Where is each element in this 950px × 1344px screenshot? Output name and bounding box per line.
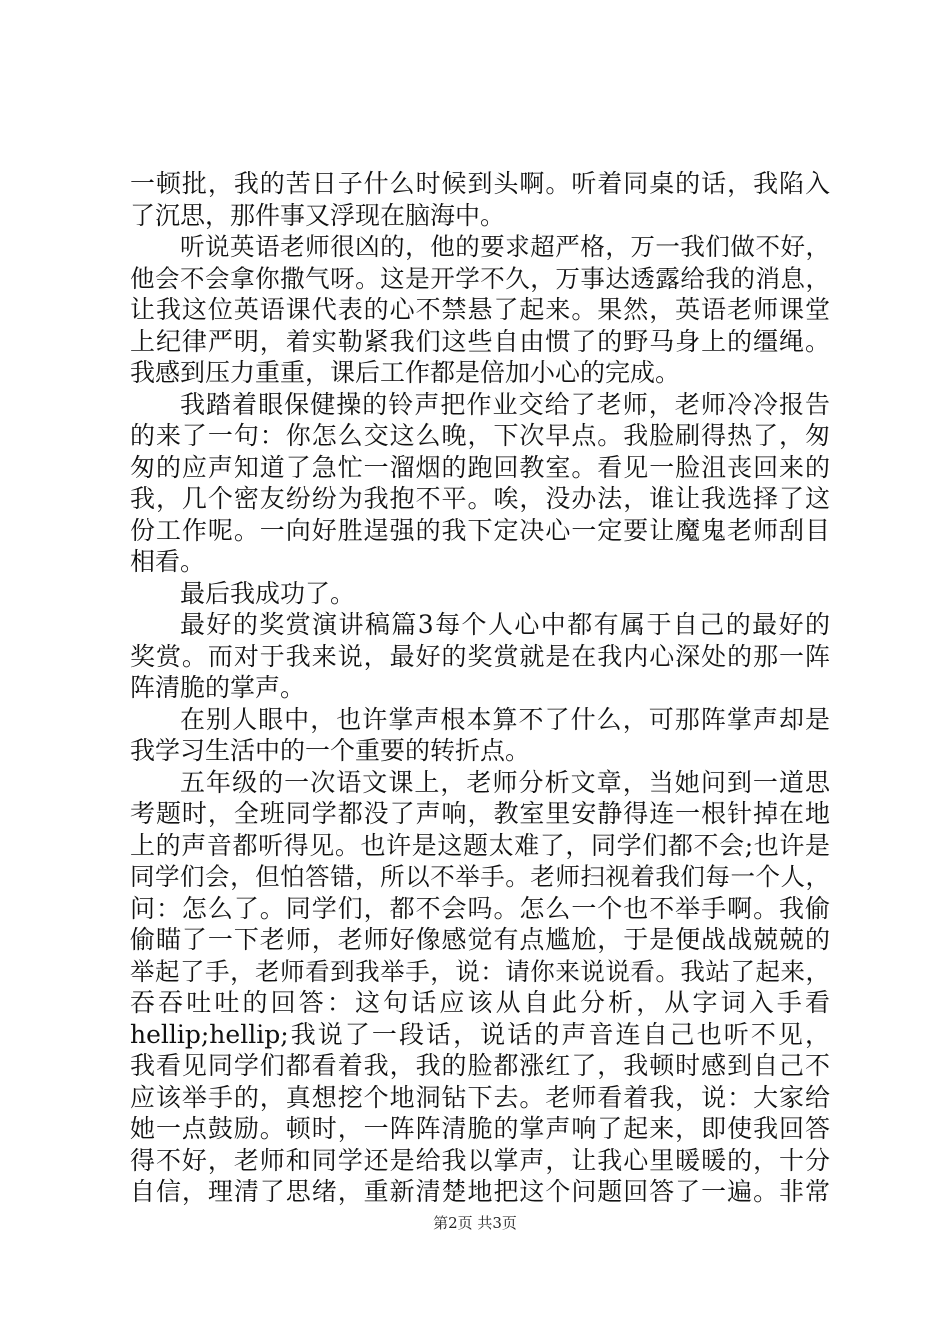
- text-line: 匆的应声知道了急忙一溜烟的跑回教室。看见一脸沮丧回来的: [130, 452, 830, 482]
- text-line: 考题时，全班同学都没了声响，教室里安静得连一根针掉在地: [130, 799, 830, 828]
- text-line: 阵清脆的掌声。: [130, 673, 306, 702]
- text-line: 一顿批，我的苦日子什么时候到头啊。听着同桌的话，我陷入: [130, 169, 830, 198]
- text-line: 我，几个密友纷纷为我抱不平。唉，没办法，谁让我选择了这: [130, 484, 830, 513]
- text-line: 上纪律严明，着实勒紧我们这些自由惯了的野马身上的缰绳。: [130, 326, 830, 356]
- text-line: 得不好，老师和同学还是给我以掌声，让我心里暖暖的，十分: [130, 1145, 830, 1175]
- text-line: 听说英语老师很凶的，他的要求超严格，万一我们做不好，: [180, 232, 830, 261]
- text-line: 上的声音都听得见。也许是这题太难了，同学们都不会;也许是: [130, 830, 830, 860]
- text-line: 的来了一句：你怎么交这么晚，下次早点。我脸刷得热了，匆: [130, 421, 830, 450]
- document-body: [130, 168, 830, 1208]
- text-line: 问：怎么了。同学们，都不会吗。怎么一个也不举手啊。我偷: [130, 893, 830, 923]
- text-line: 我看见同学们都看着我，我的脸都涨红了，我顿时感到自己不: [130, 1051, 830, 1080]
- text-line: 我感到压力重重，课后工作都是倍加小心的完成。: [130, 358, 681, 387]
- text-line: 我踏着眼保健操的铃声把作业交给了老师，老师冷冷报告: [180, 389, 830, 419]
- text-line: 最好的奖赏演讲稿篇3每个人心中都有属于自己的最好的: [180, 610, 830, 639]
- text-line: 在别人眼中，也许掌声根本算不了什么，可那阵掌声却是: [180, 704, 830, 734]
- text-line: 了沉思，那件事又浮现在脑海中。: [130, 200, 506, 230]
- text-line: 吞吞吐吐的回答：这句话应该从自此分析，从字词入手看: [130, 988, 830, 1017]
- text-line: 让我这位英语课代表的心不禁悬了起来。果然，英语老师课堂: [130, 295, 830, 324]
- text-line: 同学们会，但怕答错，所以不举手。老师扫视着我们每一个人，: [130, 862, 830, 891]
- text-line: hellip;hellip;我说了一段话，说话的声音连自己也听不见，: [130, 1019, 830, 1049]
- text-line: 份工作呢。一向好胜逞强的我下定决心一定要让魔鬼老师刮目: [130, 515, 830, 545]
- text-line: 我学习生活中的一个重要的转折点。: [130, 736, 531, 765]
- text-line: 五年级的一次语文课上，老师分析文章，当她问到一道思: [180, 767, 830, 797]
- text-line: 最后我成功了。: [180, 578, 356, 608]
- text-line: 举起了手，老师看到我举手，说：请你来说说看。我站了起来，: [130, 956, 830, 986]
- text-line: 奖赏。而对于我来说，最好的奖赏就是在我内心深处的那一阵: [130, 641, 830, 671]
- text-line: 偷瞄了一下老师，老师好像感觉有点尴尬，于是便战战兢兢的: [130, 925, 830, 954]
- text-line: 她一点鼓励。顿时，一阵阵清脆的掌声响了起来，即使我回答: [130, 1114, 830, 1143]
- text-line: 相看。: [130, 547, 206, 576]
- page-number-footer: 第2页 共3页: [433, 1214, 517, 1232]
- text-line: 应该举手的，真想挖个地洞钻下去。老师看着我，说：大家给: [130, 1082, 830, 1112]
- text-line: 自信，理清了思绪，重新清楚地把这个问题回答了一遍。非常: [130, 1177, 830, 1206]
- text-line: 他会不会拿你撒气呀。这是开学不久，万事达透露给我的消息，: [130, 263, 830, 293]
